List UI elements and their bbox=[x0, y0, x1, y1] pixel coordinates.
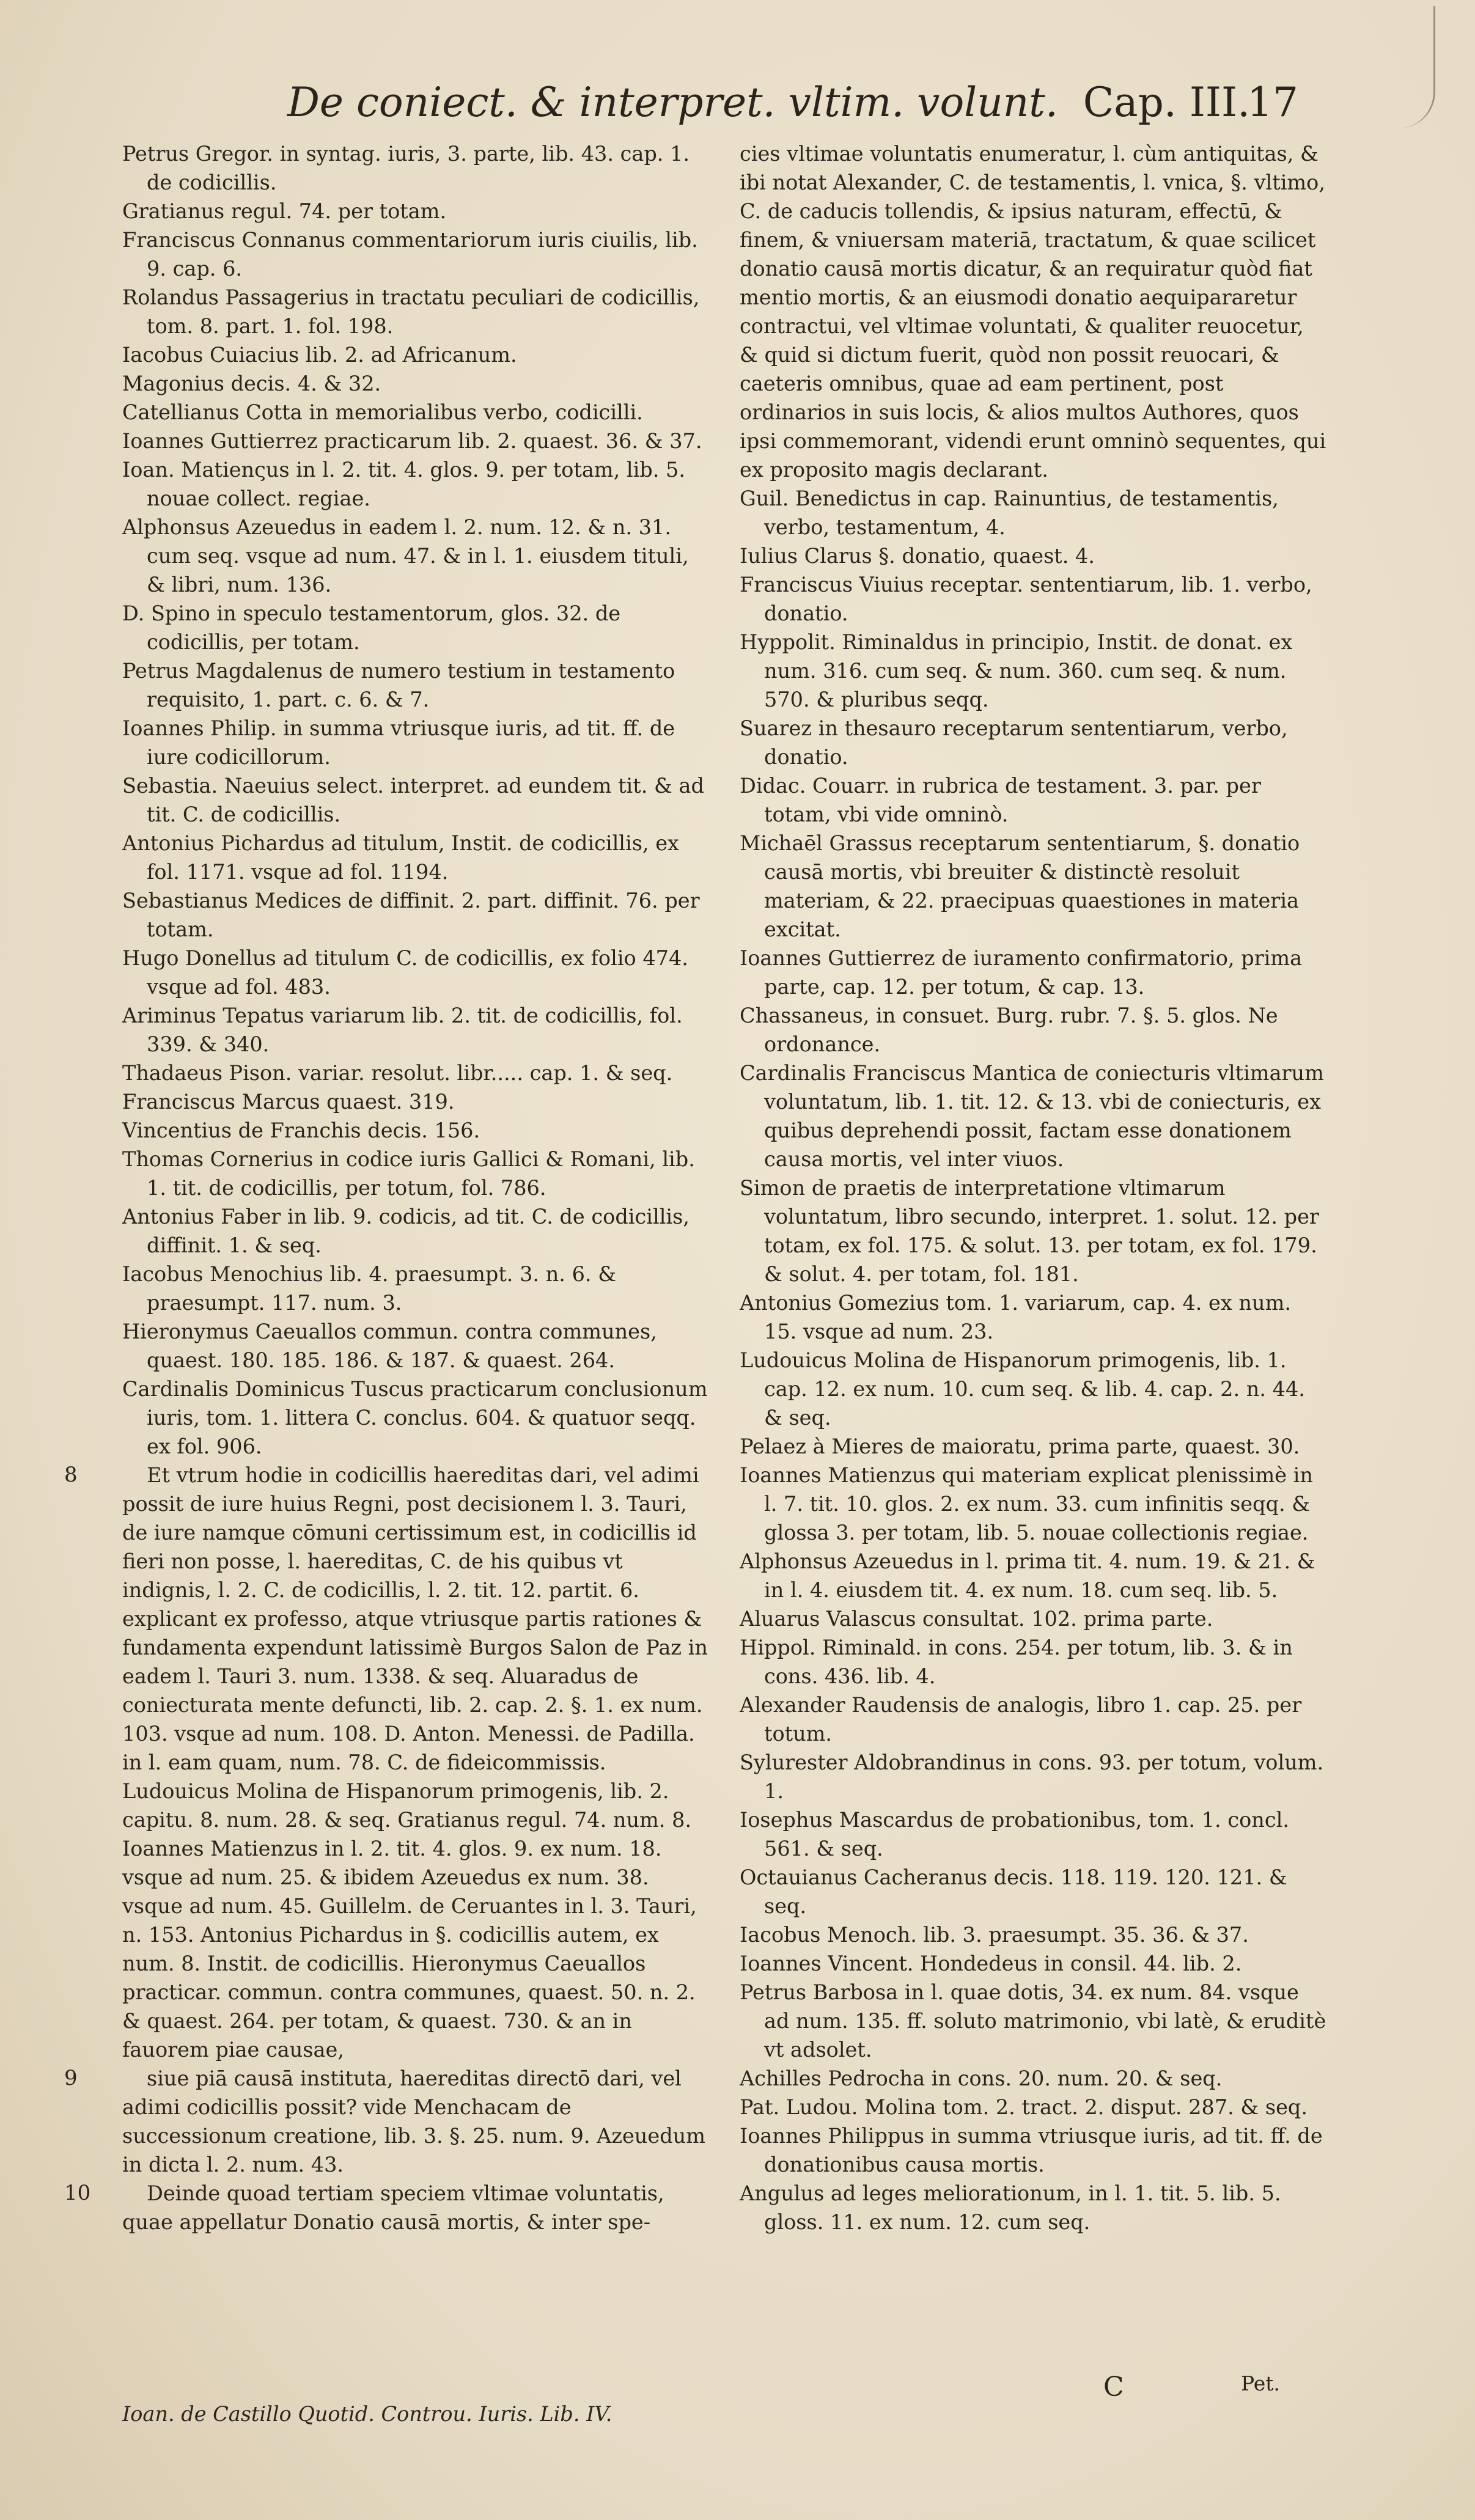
citation-entry: Sylurester Aldobrandinus in cons. 93. per totum, volum. 1. bbox=[740, 1750, 1324, 1803]
body-paragraph: siue piā causā instituta, haereditas directō dari, vel adimi codicillis possit? vide Menchacam de successionum creatione, lib. 3. §. 25. num. 9. Azeuedum in dicta l. 2. num. 43. bbox=[122, 2066, 705, 2177]
catchword: Pet. bbox=[1241, 2371, 1281, 2395]
citation-entry: Octauianus Cacheranus decis. 118. 119. 120. 121. & seq. bbox=[740, 1865, 1287, 1918]
page-crease bbox=[1397, 6, 1435, 128]
citation-entry: Ioannes Matienzus qui materiam explicat plenissimè in l. 7. tit. 10. glos. 2. ex num. 33. cum infinitis seqq. & glossa 3. per totam, lib. 5. nouae collectionis regiae. bbox=[740, 1463, 1313, 1545]
citation-entry: D. Spino in speculo testamentorum, glos. 32. de codicillis, per totam. bbox=[122, 601, 621, 654]
citation-entry: Gratianus regul. 74. per totam. bbox=[122, 199, 447, 223]
citation-entry: Catellianus Cotta in memorialibus verbo, codicilli. bbox=[122, 400, 643, 424]
citation-entry: Franciscus Connanus commentariorum iuris ciuilis, lib. 9. cap. 6. bbox=[122, 228, 698, 281]
margin-number: 9 bbox=[64, 2066, 78, 2090]
citation-entry: Alphonsus Azeuedus in l. prima tit. 4. num. 19. & 21. & in l. 4. eiusdem tit. 4. ex num. 18. cum seq. lib. 5. bbox=[740, 1549, 1315, 1602]
page-number: 17 bbox=[1247, 79, 1298, 126]
citation-entry: Pat. Ludou. Molina tom. 2. tract. 2. disput. 287. & seq. bbox=[740, 2095, 1308, 2119]
citation-entry: Alphonsus Azeuedus in eadem l. 2. num. 12. & n. 31. cum seq. vsque ad num. 47. & in l. 1. eiusdem tituli, & libri, num. 136. bbox=[122, 515, 689, 597]
citation-entry: Alexander Raudensis de analogis, libro 1. cap. 25. per totum. bbox=[740, 1693, 1302, 1746]
citation-entry: Hippol. Riminald. in cons. 254. per totum, lib. 3. & in cons. 436. lib. 4. bbox=[740, 1636, 1293, 1688]
citation-entry: Franciscus Viuius receptar. sententiarum, lib. 1. verbo, donatio. bbox=[740, 573, 1312, 625]
signature-mark: C bbox=[1103, 2371, 1124, 2403]
citation-entry: Cardinalis Dominicus Tuscus practicarum conclusionum iuris, tom. 1. littera C. conclus. 604. & quatuor seqq. ex fol. 906. bbox=[122, 1377, 708, 1458]
citation-entry: Magonius decis. 4. & 32. bbox=[122, 372, 381, 395]
citation-entry: Thadaeus Pison. variar. resolut. libr..... cap. 1. & seq. bbox=[122, 1061, 673, 1085]
header-title: De coniect. & interpret. vltim. volunt. bbox=[287, 79, 1058, 126]
citation-entry: Antonius Faber in lib. 9. codicis, ad tit. C. de codicillis, diffinit. 1. & seq. bbox=[122, 1205, 690, 1257]
footer-running-title: Ioan. de Castillo Quotid. Controu. Iuris. Lib. IV. bbox=[122, 2402, 612, 2426]
body-paragraph: Deinde quoad tertiam speciem vltimae voluntatis, quae appellatur Donatio causā mortis, & inter spe- bbox=[122, 2181, 664, 2234]
citation-entry: Simon de praetis de interpretatione vltimarum voluntatum, libro secundo, interpret. 1. solut. 12. per totam, ex fol. 175. & solut. 13. per totam, ex fol. 179. & solut. 4. per totam, fol. 181. bbox=[740, 1176, 1319, 1286]
citation-entry: Ioannes Philip. in summa vtriusque iuris, ad tit. ff. de iure codicillorum. bbox=[122, 716, 675, 769]
citation-entry: Ioannes Philippus in summa vtriusque iuris, ad tit. ff. de donationibus causa mortis. bbox=[740, 2124, 1323, 2177]
citation-entry: Iosephus Mascardus de probationibus, tom. 1. concl. 561. & seq. bbox=[740, 1808, 1289, 1861]
citation-entry: Aluarus Valascus consultat. 102. prima parte. bbox=[740, 1607, 1213, 1631]
citation-entry: Ioannes Vincent. Hondedeus in consil. 44. lib. 2. bbox=[740, 1952, 1242, 1975]
citation-entry: Hugo Donellus ad titulum C. de codicillis, ex folio 474. vsque ad fol. 483. bbox=[122, 946, 688, 999]
margin-number: 8 bbox=[64, 1463, 78, 1487]
citation-entry: Ioannes Guttierrez de iuramento confirmatorio, prima parte, cap. 12. per totum, & cap. 13. bbox=[740, 946, 1303, 999]
header-chapter: Cap. III. bbox=[1083, 79, 1251, 126]
citation-entry: Vincentius de Franchis decis. 156. bbox=[122, 1119, 480, 1142]
citation-entry: Ludouicus Molina de Hispanorum primogenis, lib. 1. cap. 12. ex num. 10. cum seq. & lib. 4. cap. 2. n. 44. & seq. bbox=[740, 1348, 1305, 1430]
citation-entry: Antonius Gomezius tom. 1. variarum, cap. 4. ex num. 15. vsque ad num. 23. bbox=[740, 1291, 1291, 1343]
citation-entry: Ioan. Matienςus in l. 2. tit. 4. glos. 9. per totam, lib. 5. nouae collect. regiae. bbox=[122, 458, 686, 510]
citation-entry: Sebastianus Medices de diffinit. 2. part. diffinit. 76. per totam. bbox=[122, 889, 700, 941]
citation-entry: Petrus Magdalenus de numero testium in testamento requisito, 1. part. c. 6. & 7. bbox=[122, 659, 675, 711]
citation-entry: Achilles Pedrocha in cons. 20. num. 20. & seq. bbox=[740, 2066, 1223, 2090]
citation-entry: Ioannes Guttierrez practicarum lib. 2. quaest. 36. & 37. bbox=[122, 429, 702, 453]
citation-entry: Sebastia. Naeuius select. interpret. ad eundem tit. & ad tit. C. de codicillis. bbox=[122, 774, 704, 826]
citation-entry: Chassaneus, in consuet. Burg. rubr. 7. §. 5. glos. Ne ordonance. bbox=[740, 1004, 1278, 1056]
citation-entry: Pelaez à Mieres de maioratu, prima parte, quaest. 30. bbox=[740, 1434, 1300, 1458]
citation-entry: Hyppolit. Riminaldus in principio, Instit. de donat. ex num. 316. cum seq. & num. 360. cum seq. & num. 570. & pluribus seqq. bbox=[740, 630, 1293, 711]
citation-entry: Iacobus Menoch. lib. 3. praesumpt. 35. 36. & 37. bbox=[740, 1923, 1249, 1947]
body-paragraph: Et vtrum hodie in codicillis haereditas dari, vel adimi possit de iure huius Regni, post decisionem l. 3. Tauri, de iure namque cōmuni certissimum est, in codicillis id fieri non posse, l. haereditas, C. de his quibus vt indignis, l. 2. C. de codicillis, l. 2. tit. 12. partit. 6. explicant ex professo, atque vtriusque partis rationes & fundamenta expendunt latissimè Burgos Salon de Paz in eadem l. Tauri 3. num. 1338. & seq. Aluaradus de coniecturata mente defuncti, lib. 2. cap. 2. §. 1. ex num. 103. vsque ad num. 108. D. Anton. Menessi. de Padilla. in l. eam quam, num. 78. C. de fideicommissis. Ludouicus Molina de Hispanorum primogenis, lib. 2. capitu. 8. num. 28. & seq. Gratianus regul. 74. num. 8. Ioannes Matienzus in l. 2. tit. 4. glos. 9. ex num. 18. vsque ad num. 25. & ibidem Azeuedus ex num. 38. vsque ad num. 45. Guillelm. de Ceruantes in l. 3. Tauri, n. 153. Antonius Pichardus in §. codicillis autem, ex num. 8. Instit. de codicillis. Hieronymus Caeuallos practicar. commun. contra communes, quaest. 50. n. 2. & quaest. 264. per totam, & quaest. 730. & an in fauorem piae causae, bbox=[122, 1463, 708, 2062]
citation-entry: Michaēl Grassus receptarum sententiarum, §. donatio causā mortis, vbi breuiter & distinctè resoluit materiam, & 22. praecipuas quaestiones in materia excitat. bbox=[740, 831, 1300, 941]
left-column bbox=[64, 139, 709, 2236]
citation-entry: Franciscus Marcus quaest. 319. bbox=[122, 1090, 455, 1114]
citation-entry: Petrus Barbosa in l. quae dotis, 34. ex num. 84. vsque ad num. 135. ff. soluto matrimonio, vbi latè, & eruditè vt adsolet. bbox=[740, 1980, 1326, 2062]
citation-entry: Hieronymus Caeuallos commun. contra communes, quaest. 180. 185. 186. & 187. & quaest. 264. bbox=[122, 1320, 657, 1372]
citation-entry: Ariminus Tepatus variarum lib. 2. tit. de codicillis, fol. 339. & 340. bbox=[122, 1004, 683, 1056]
right-column bbox=[715, 139, 1326, 2236]
citation-entry: Guil. Benedictus in cap. Rainuntius, de testamentis, verbo, testamentum, 4. bbox=[740, 487, 1279, 539]
margin-number: 10 bbox=[64, 2181, 91, 2205]
continued-paragraph: cies vltimae voluntatis enumeratur, l. cùm antiquitas, & ibi notat Alexander, C. de testamentis, l. vnica, §. vltimo, C. de caducis tollendis, & ipsius naturam, effectū, & finem, & vniuersam materiā, tractatum, & quae scilicet donatio causā mortis dicatur, & an requiratur quòd fiat mentio mortis, & an eiusmodi donatio aequipararetur contractui, vel vltimae voluntati, & qualiter reuocetur, & quid si dictum fuerit, quòd non possit reuocari, & caeteris omnibus, quae ad eam pertinent, post ordinarios in suis locis, & alios multos Authores, quos ipsi commemorant, videndi erunt omninò sequentes, qui ex proposito magis declarant. bbox=[740, 142, 1326, 482]
citation-entry: Angulus ad leges meliorationum, in l. 1. tit. 5. lib. 5. gloss. 11. ex num. 12. cum seq. bbox=[740, 2181, 1281, 2234]
citation-entry: Petrus Gregor. in syntag. iuris, 3. parte, lib. 43. cap. 1. de codicillis. bbox=[122, 142, 690, 194]
citation-entry: Suarez in thesauro receptarum sententiarum, verbo, donatio. bbox=[740, 716, 1288, 769]
citation-entry: Iacobus Menochius lib. 4. praesumpt. 3. n. 6. & praesumpt. 117. num. 3. bbox=[122, 1262, 617, 1315]
citation-entry: Thomas Cornerius in codice iuris Gallici & Romani, lib. 1. tit. de codicillis, per totum, fol. 786. bbox=[122, 1147, 695, 1200]
running-header bbox=[287, 73, 1302, 131]
citation-entry: Iacobus Cuiacius lib. 2. ad Africanum. bbox=[122, 343, 517, 367]
citation-entry: Iulius Clarus §. donatio, quaest. 4. bbox=[740, 544, 1095, 568]
citation-entry: Cardinalis Franciscus Mantica de coniecturis vltimarum voluntatum, lib. 1. tit. 12. & 13. vbi de coniecturis, ex quibus deprehendi possit, factam esse donationem causa mortis, vel inter viuos. bbox=[740, 1061, 1324, 1171]
citation-entry: Antonius Pichardus ad titulum, Instit. de codicillis, ex fol. 1171. vsque ad fol. 1194. bbox=[122, 831, 679, 884]
citation-entry: Rolandus Passagerius in tractatu peculiari de codicillis, tom. 8. part. 1. fol. 198. bbox=[122, 285, 700, 338]
citation-entry: Didac. Couarr. in rubrica de testament. 3. par. per totam, vbi vide omninò. bbox=[740, 774, 1261, 826]
